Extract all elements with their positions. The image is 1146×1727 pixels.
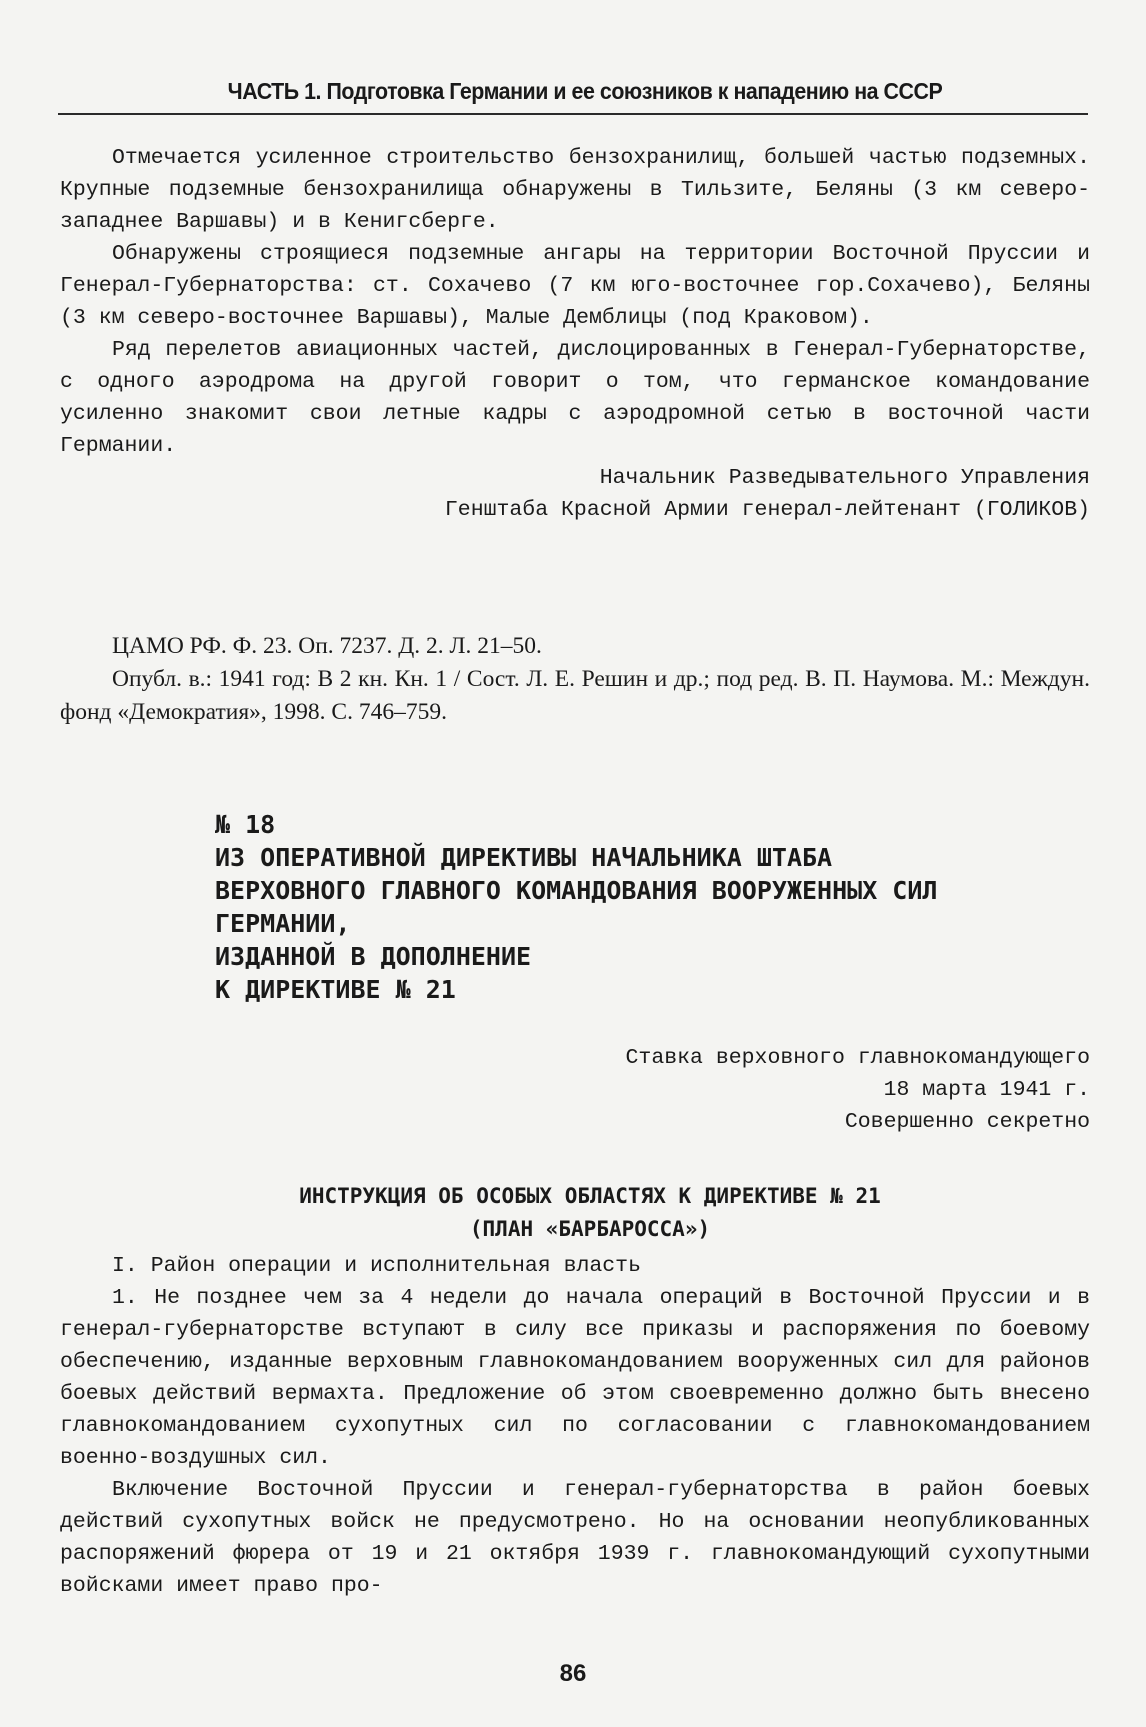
archive-reference: ЦАМО РФ. Ф. 23. Оп. 7237. Д. 2. Л. 21–50. (112, 633, 542, 659)
title-line: ГЕРМАНИИ, (215, 909, 351, 938)
title-line: ИЗ ОПЕРАТИВНОЙ ДИРЕКТИВЫ НАЧАЛЬНИКА ШТАБА (215, 843, 833, 872)
report-text (60, 142, 1090, 526)
signature-line-2: Генштаба Красной Армии генерал-лейтенант (ГОЛИКОВ) (444, 498, 1090, 522)
source-citation (60, 630, 1090, 729)
publication-reference: Опубл. в.: 1941 год: В 2 кн. Кн. 1 / Сост. Л. Е. Решин и др.; под ред. В. П. Наумова. М.: Междун. фонд «Демократия», 1998. С. 746–759. (60, 666, 1090, 725)
title-line: К ДИРЕКТИВЕ № 21 (215, 975, 456, 1004)
running-header: ЧАСТЬ 1. Подготовка Германии и ее союзников к нападению на СССР (227, 78, 943, 104)
report-paragraph: Обнаружены строящиеся подземные ангары на территории Восточной Пруссии и Генерал-Губернаторства: ст. Сохачево (7 км юго-восточнее гор.Сохачево), Беляны (3 км северо-восточнее Варшавы), Малые Демблицы (под Краковом). (60, 242, 1090, 330)
instruction-heading-line-2: (ПЛАН «БАРБАРОССА») (469, 1217, 711, 1241)
document-body (60, 1250, 1090, 1602)
section-title: I. Район операции и исполнительная власть (112, 1254, 641, 1278)
report-paragraph: Ряд перелетов авиационных частей, дислоцированных в Генерал-Губернаторстве, с одного аэродрома на другой говорит о том, что германское командование усиленно знакомит свои летные кадры с аэродромной сетью в восточной части Германии. (60, 338, 1090, 458)
document-meta (60, 1042, 1090, 1138)
instruction-heading (160, 1180, 1020, 1246)
instruction-heading-line-1: ИНСТРУКЦИЯ ОБ ОСОБЫХ ОБЛАСТЯХ К ДИРЕКТИВЕ № 21 (299, 1184, 881, 1208)
signature-line-1: Начальник Разведывательного Управления (599, 466, 1090, 490)
body-paragraph: Включение Восточной Пруссии и генерал-губернаторства в район боевых действий сухопутных войск не предусмотрено. Но на основании неопубликованных распоряжений фюрера от 19 и 21 октября 1939 г. главнокомандующий сухопутными войсками имеет право про- (60, 1478, 1090, 1598)
document-number: № 18 (215, 810, 276, 839)
title-line: ВЕРХОВНОГО ГЛАВНОГО КОМАНДОВАНИЯ ВООРУЖЕННЫХ СИЛ (215, 876, 938, 905)
document-date: 18 марта 1941 г. (883, 1078, 1090, 1102)
header-rule (58, 113, 1088, 115)
document-title (215, 808, 1095, 1006)
body-paragraph: 1. Не позднее чем за 4 недели до начала операций в Восточной Пруссии и в генерал-губернаторстве вступают в силу все приказы и распоряжения по боевому обеспечению, изданные верховным главнокомандованием вооруженных сил для районов боевых действий вермахта. Предложение об этом своевременно должно быть внесено главнокомандованием сухопутных сил по согласовании с главнокомандованием военно-воздушных сил. (60, 1286, 1090, 1470)
report-paragraph: Отмечается усиленное строительство бензохранилищ, большей частью подземных. Крупные подземные бензохранилища обнаружены в Тильзите, Беляны (3 км северо-западнее Варшавы) и в Кенигсберге. (60, 146, 1090, 234)
page-number: 86 (559, 1660, 587, 1687)
title-line: ИЗДАННОЙ В ДОПОЛНЕНИЕ (215, 942, 532, 971)
document-classification: Совершенно секретно (844, 1110, 1090, 1134)
document-place: Ставка верховного главнокомандующего (625, 1046, 1090, 1070)
